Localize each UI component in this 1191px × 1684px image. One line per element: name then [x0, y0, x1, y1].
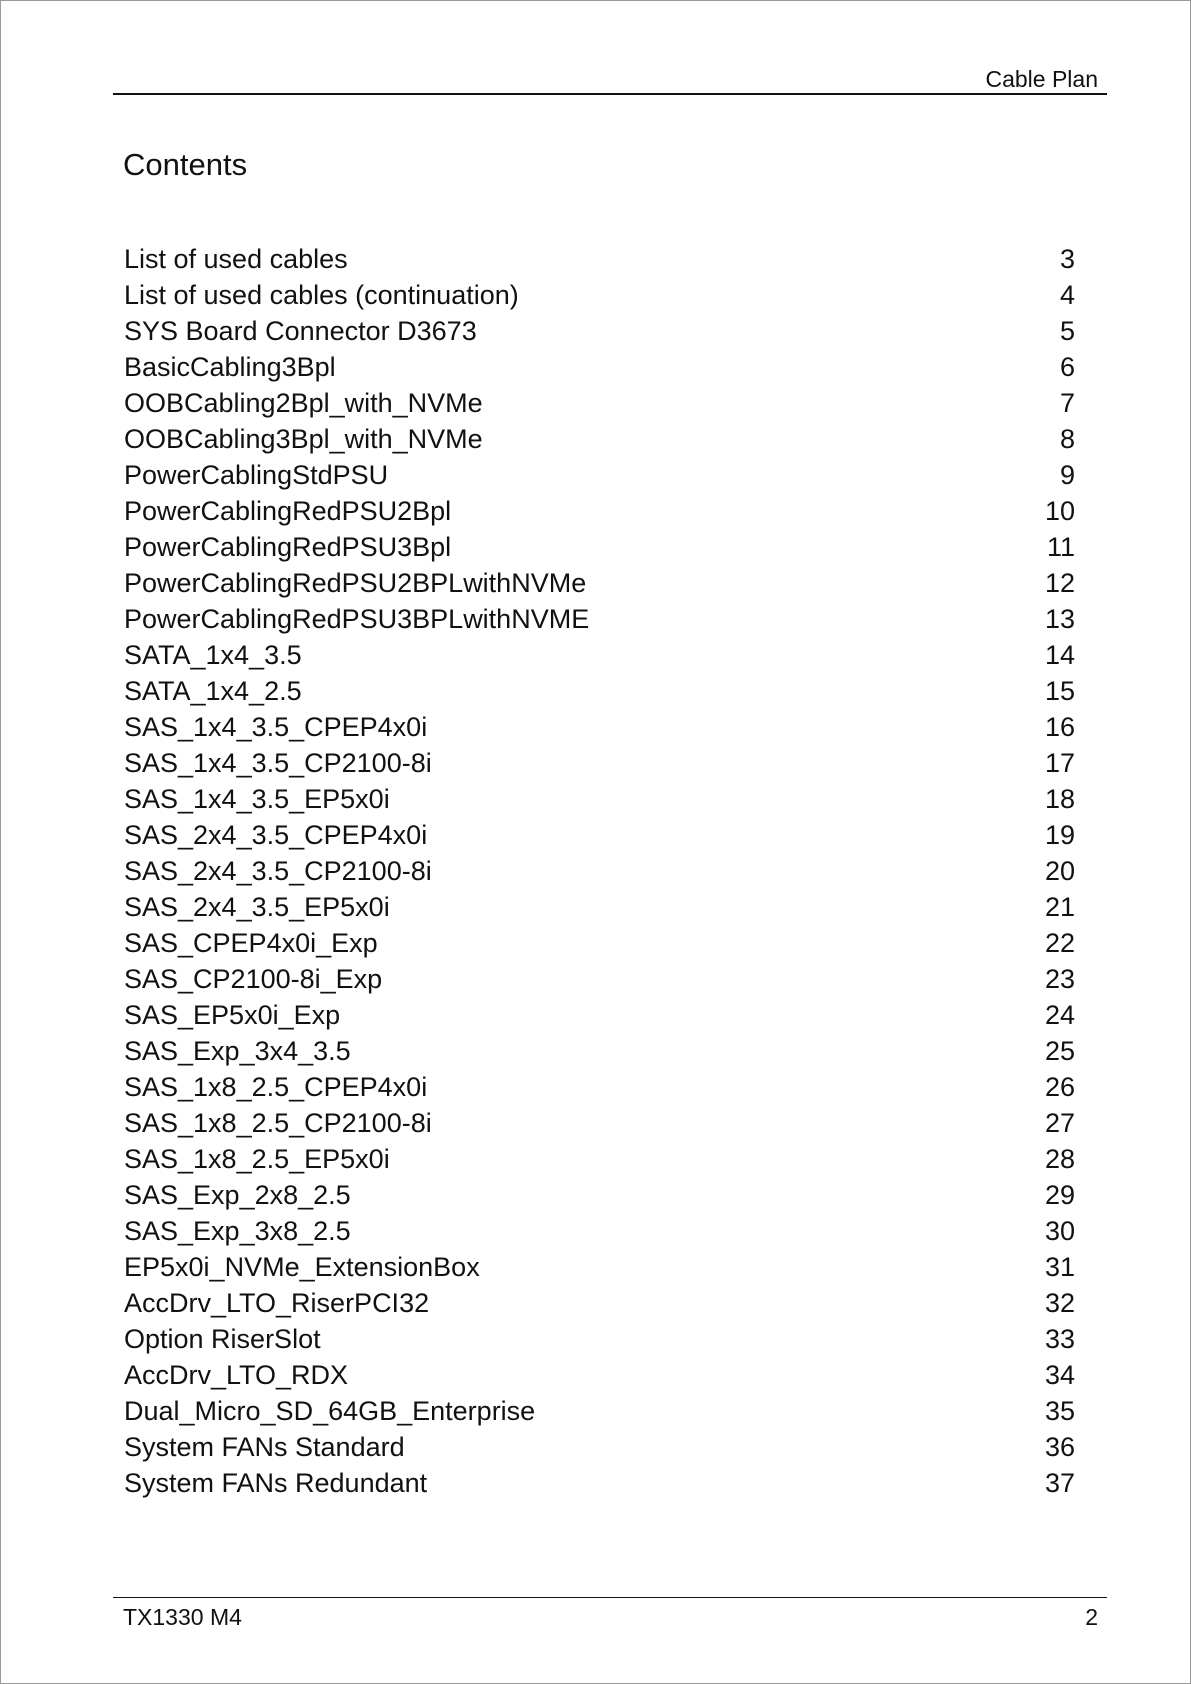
header-title: Cable Plan — [985, 66, 1098, 92]
toc-entry-page: 13 — [1044, 604, 1075, 634]
toc-entry-title: SAS_1x8_2.5_EP5x0i — [124, 1144, 390, 1174]
toc-entry[interactable] — [124, 241, 1075, 277]
toc-entry[interactable] — [124, 1105, 1075, 1141]
toc-entry-title: EP5x0i_NVMe_ExtensionBox — [124, 1252, 480, 1282]
toc-entry-title: System FANs Redundant — [124, 1468, 428, 1498]
toc-entry-page: 28 — [1044, 1144, 1075, 1174]
toc-entry[interactable] — [124, 493, 1075, 529]
toc-entry-title: SYS Board Connector D3673 — [124, 316, 477, 346]
toc-entry-title: SATA_1x4_3.5 — [124, 640, 302, 670]
toc-entry-page: 29 — [1044, 1180, 1075, 1210]
toc-entry-title: SAS_Exp_2x8_2.5 — [124, 1180, 351, 1210]
toc-entry-page: 32 — [1044, 1288, 1075, 1318]
toc-entry[interactable] — [124, 637, 1075, 673]
toc-entry-title: SAS_EP5x0i_Exp — [124, 1000, 341, 1030]
toc-entry[interactable] — [124, 745, 1075, 781]
toc-entry[interactable] — [124, 925, 1075, 961]
footer-model-name: TX1330 M4 — [123, 1604, 242, 1630]
toc-entry[interactable] — [124, 997, 1075, 1033]
toc-entry-page: 25 — [1044, 1036, 1075, 1066]
contents-heading: Contents — [123, 147, 248, 182]
toc-entry-title: SAS_CP2100-8i_Exp — [124, 964, 383, 994]
toc-entry[interactable] — [124, 421, 1075, 457]
toc-entry-title: SATA_1x4_2.5 — [124, 676, 302, 706]
toc-entry-title: SAS_1x4_3.5_EP5x0i — [124, 784, 390, 814]
toc-entry-title: PowerCablingStdPSU — [124, 460, 389, 490]
toc-entry[interactable] — [124, 277, 1075, 313]
toc-entry-page: 20 — [1044, 856, 1075, 886]
toc-entry-title: PowerCablingRedPSU3BPLwithNVME — [124, 604, 590, 634]
toc-entry[interactable] — [124, 1177, 1075, 1213]
toc-entry-page: 17 — [1044, 748, 1075, 778]
toc-entry-page: 31 — [1044, 1252, 1075, 1282]
toc-entry-page: 16 — [1044, 712, 1075, 742]
toc-entry-title: OOBCabling2Bpl_with_NVMe — [124, 388, 483, 418]
toc-entry[interactable] — [124, 1465, 1075, 1501]
toc-entry[interactable] — [124, 817, 1075, 853]
toc-entry-page: 3 — [1059, 244, 1075, 274]
toc-entry-title: SAS_1x4_3.5_CP2100-8i — [124, 748, 432, 778]
toc-entry-page: 10 — [1044, 496, 1075, 526]
toc-entry[interactable] — [124, 853, 1075, 889]
toc-entry-page: 15 — [1044, 676, 1075, 706]
toc-entry[interactable] — [124, 673, 1075, 709]
toc-entry-page: 12 — [1044, 568, 1075, 598]
toc-entry-title: AccDrv_LTO_RDX — [124, 1360, 349, 1390]
toc-entry-title: PowerCablingRedPSU3Bpl — [124, 532, 452, 562]
toc-entry-title: List of used cables (continuation) — [124, 280, 519, 310]
toc-entry-page: 23 — [1044, 964, 1075, 994]
toc-entry-page: 37 — [1044, 1468, 1075, 1498]
toc-entry-page: 18 — [1044, 784, 1075, 814]
toc-entry-page: 21 — [1044, 892, 1075, 922]
toc-entry-title: List of used cables — [124, 244, 348, 274]
toc-entry[interactable] — [124, 1069, 1075, 1105]
toc-entry-page: 19 — [1044, 820, 1075, 850]
toc-entry-title: SAS_2x4_3.5_CP2100-8i — [124, 856, 432, 886]
toc-entry[interactable] — [124, 457, 1075, 493]
toc-entry-page: 6 — [1059, 352, 1075, 382]
toc-entry[interactable] — [124, 1141, 1075, 1177]
toc-entry[interactable] — [124, 1429, 1075, 1465]
toc-entry-page: 22 — [1044, 928, 1075, 958]
toc-entry[interactable] — [124, 889, 1075, 925]
toc-entry-title: Option RiserSlot — [124, 1324, 321, 1354]
toc-entry-page: 24 — [1044, 1000, 1075, 1030]
toc-entry-page: 4 — [1059, 280, 1075, 310]
toc-entry[interactable] — [124, 961, 1075, 997]
footer-divider — [113, 1597, 1107, 1598]
toc-entry-title: SAS_1x8_2.5_CPEP4x0i — [124, 1072, 428, 1102]
toc-entry-page: 34 — [1044, 1360, 1075, 1390]
toc-entry-page: 8 — [1059, 424, 1075, 454]
toc-entry[interactable] — [124, 349, 1075, 385]
toc-entry-title: PowerCablingRedPSU2BPLwithNVMe — [124, 568, 587, 598]
toc-entry-title: System FANs Standard — [124, 1432, 405, 1462]
toc-entry-page: 11 — [1046, 532, 1075, 562]
toc-entry[interactable] — [124, 1357, 1075, 1393]
toc-entry[interactable] — [124, 1213, 1075, 1249]
toc-entry-title: SAS_Exp_3x8_2.5 — [124, 1216, 351, 1246]
table-of-contents — [124, 241, 1075, 1501]
toc-entry-title: SAS_1x4_3.5_CPEP4x0i — [124, 712, 428, 742]
toc-entry[interactable] — [124, 565, 1075, 601]
toc-entry[interactable] — [124, 1249, 1075, 1285]
toc-entry-title: SAS_CPEP4x0i_Exp — [124, 928, 378, 958]
toc-entry[interactable] — [124, 1321, 1075, 1357]
toc-entry-page: 27 — [1044, 1108, 1075, 1138]
toc-entry[interactable] — [124, 1285, 1075, 1321]
toc-entry-page: 7 — [1059, 388, 1075, 418]
toc-entry-title: SAS_2x4_3.5_CPEP4x0i — [124, 820, 428, 850]
toc-entry-title: BasicCabling3Bpl — [124, 352, 336, 382]
toc-entry[interactable] — [124, 529, 1075, 565]
toc-entry-page: 9 — [1059, 460, 1075, 490]
toc-entry-page: 5 — [1059, 316, 1075, 346]
toc-entry-page: 26 — [1044, 1072, 1075, 1102]
toc-entry[interactable] — [124, 781, 1075, 817]
toc-entry[interactable] — [124, 1393, 1075, 1429]
toc-entry[interactable] — [124, 601, 1075, 637]
toc-entry-page: 30 — [1044, 1216, 1075, 1246]
toc-entry-page: 35 — [1044, 1396, 1075, 1426]
toc-entry-title: PowerCablingRedPSU2Bpl — [124, 496, 452, 526]
toc-entry-title: SAS_Exp_3x4_3.5 — [124, 1036, 351, 1066]
toc-entry-page: 33 — [1044, 1324, 1075, 1354]
toc-entry-title: AccDrv_LTO_RiserPCI32 — [124, 1288, 430, 1318]
toc-entry[interactable] — [124, 313, 1075, 349]
footer-page-number: 2 — [1085, 1604, 1098, 1630]
toc-entry-page: 14 — [1044, 640, 1075, 670]
toc-entry-title: Dual_Micro_SD_64GB_Enterprise — [124, 1396, 536, 1426]
toc-entry[interactable] — [124, 385, 1075, 421]
header-divider — [113, 93, 1107, 95]
toc-entry-page: 36 — [1044, 1432, 1075, 1462]
toc-entry-title: SAS_2x4_3.5_EP5x0i — [124, 892, 390, 922]
toc-entry-title: SAS_1x8_2.5_CP2100-8i — [124, 1108, 432, 1138]
toc-entry[interactable] — [124, 709, 1075, 745]
toc-entry-title: OOBCabling3Bpl_with_NVMe — [124, 424, 483, 454]
toc-entry[interactable] — [124, 1033, 1075, 1069]
